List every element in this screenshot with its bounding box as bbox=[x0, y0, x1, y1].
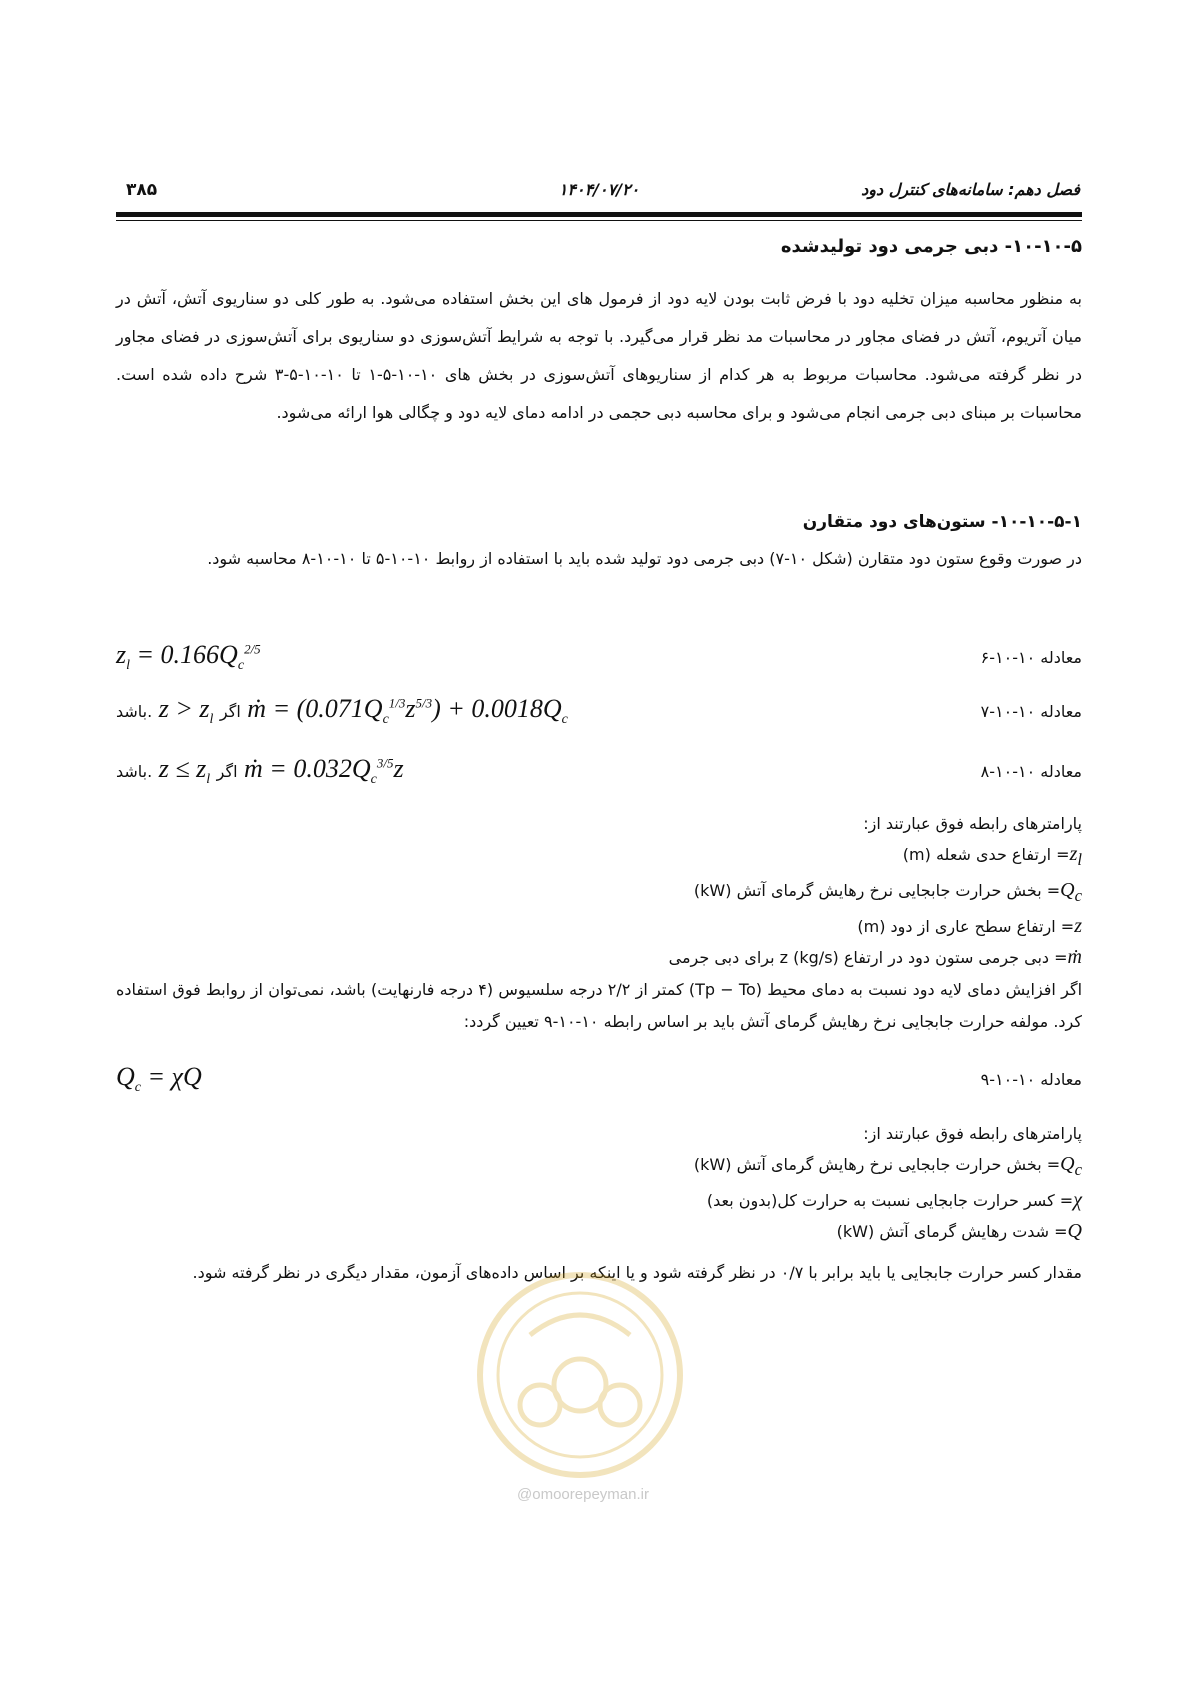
parameter-item: Q= شدت رهایش گرمای آتش (kW) bbox=[836, 1220, 1082, 1242]
subsection-paragraph: در صورت وقوع ستون دود متقارن (شکل ۱۰-۷) دبی جرمی دود تولید شده باید با استفاده از روابط ۱۰-۱۰-۵ تا ۱۰-۱۰-۸ محاسبه شود. bbox=[207, 549, 1082, 568]
parameters-list-2 bbox=[694, 1118, 1082, 1247]
paragraph-convective-fraction: مقدار کسر حرارت جابجایی یا باید برابر با ۰/۷ در نظر گرفته شود و یا اینکه بر اساس داده‌های آزمون، مقدار دیگری در نظر گرفته شود. bbox=[192, 1263, 1082, 1282]
equation-7 bbox=[116, 694, 1082, 734]
parameters-list-1 bbox=[669, 808, 1082, 973]
page-number: ۳۸۵ bbox=[126, 180, 158, 200]
parameter-item: χ= کسر حرارت جابجایی نسبت به حرارت کل(بدون بعد) bbox=[706, 1189, 1082, 1211]
subsection-heading: ۱۰-۱۰-۵-۱- ستون‌های دود متقارن bbox=[802, 512, 1082, 532]
watermark-text: @omoorepeyman.ir bbox=[517, 1486, 649, 1503]
equation-formula: باشد. $z > z_l$ اگر ṁ = $(0.071Q_c^{1/3}z^{5/3}) + 0.0018Q_c$ bbox=[116, 694, 568, 728]
parameter-item: $Q_c=$ بخش حرارت جابجایی نرخ رهایش گرمای آتش (kW) bbox=[693, 1153, 1082, 1179]
equation-note: باشد. bbox=[116, 702, 153, 721]
equation-9 bbox=[116, 1062, 1082, 1102]
equation-label: معادله ۱۰-۱۰-۹ bbox=[980, 1070, 1082, 1089]
equation-8 bbox=[116, 754, 1082, 794]
equation-label: معادله ۱۰-۱۰-۸ bbox=[980, 762, 1082, 781]
page-header bbox=[118, 180, 1080, 210]
watermark-logo bbox=[470, 1265, 690, 1485]
paragraph-temperature-condition: اگر افزایش دمای لایه دود نسبت به دمای محیط (Tp − To) کمتر از ۲/۲ درجه سلسیوس (۴ درجه فارنهایت) باشد، نمی‌توان از روابط فوق استفاده کرد. مولفه حرارت جابجایی نرخ رهایش گرمای آتش باید بر اساس رابطه ۱۰-۱۰-۹ تعیین گردد: bbox=[116, 980, 1083, 1031]
parameter-item: $Q_c=$ بخش حرارت جابجایی نرخ رهایش گرمای آتش (kW) bbox=[693, 879, 1082, 905]
parameter-item: $z_l=$ ارتفاع حدی شعله (m) bbox=[902, 843, 1082, 869]
header-date: ۱۴۰۴/۰۷/۲۰ bbox=[558, 180, 640, 199]
parameter-item: z= ارتفاع سطح عاری از دود (m) bbox=[857, 915, 1082, 937]
equation-6 bbox=[116, 640, 1082, 680]
header-rule-thin bbox=[116, 220, 1082, 221]
section-paragraph: به منظور محاسبه میزان تخلیه دود با فرض ثابت بودن لایه دود از فرمول های این بخش استفاده می‌شود. به طور کلی دو سناریوی آتش، آتش در میان آتریوم، آتش در فضای مجاور در محاسبات مد نظر قرار می‌گیرد. با توجه به شرایط آتش‌سوزی دو سناریوی برای آتش‌سوزی در فضای مجاور در نظر گرفته می‌شود. محاسبات مربوط به هر کدام از سناریوهای آتش‌سوزی در بخش های ۱۰-۱۰-۵-۱ تا ۱۰-۱۰-۵-۳ شرح داده شده است. محاسبات بر مبنای دبی جرمی انجام می‌شود و برای محاسبه دبی حجمی در ادامه دمای لایه دود و چگالی هوا ارائه می‌شود. bbox=[116, 289, 1083, 422]
equation-note: باشد. bbox=[116, 762, 153, 781]
parameter-item: ṁ= دبی جرمی ستون دود در ارتفاع z (kg/s) برای دبی جرمی bbox=[668, 946, 1082, 968]
chapter-title: فصل دهم: سامانه‌های کنترل دود bbox=[861, 180, 1080, 199]
equation-label: معادله ۱۰-۱۰-۷ bbox=[980, 702, 1082, 721]
header-rule-thick bbox=[116, 212, 1082, 217]
section-heading: ۱۰-۱۰-۵- دبی جرمی دود تولیدشده bbox=[780, 236, 1082, 257]
parameters-intro: پارامترهای رابطه فوق عبارتند از: bbox=[863, 1124, 1082, 1143]
equation-formula: $Q_c = \chi Q$ bbox=[116, 1062, 202, 1096]
parameters-intro: پارامترهای رابطه فوق عبارتند از: bbox=[863, 814, 1082, 833]
equation-label: معادله ۱۰-۱۰-۶ bbox=[980, 648, 1082, 667]
equation-formula: باشد. $z \le z_l$ اگر ṁ = $0.032Q_c^{3/5}z$ bbox=[116, 754, 404, 788]
equation-formula: $z_l = 0.166Q_c^{2/5}$ bbox=[116, 640, 261, 674]
